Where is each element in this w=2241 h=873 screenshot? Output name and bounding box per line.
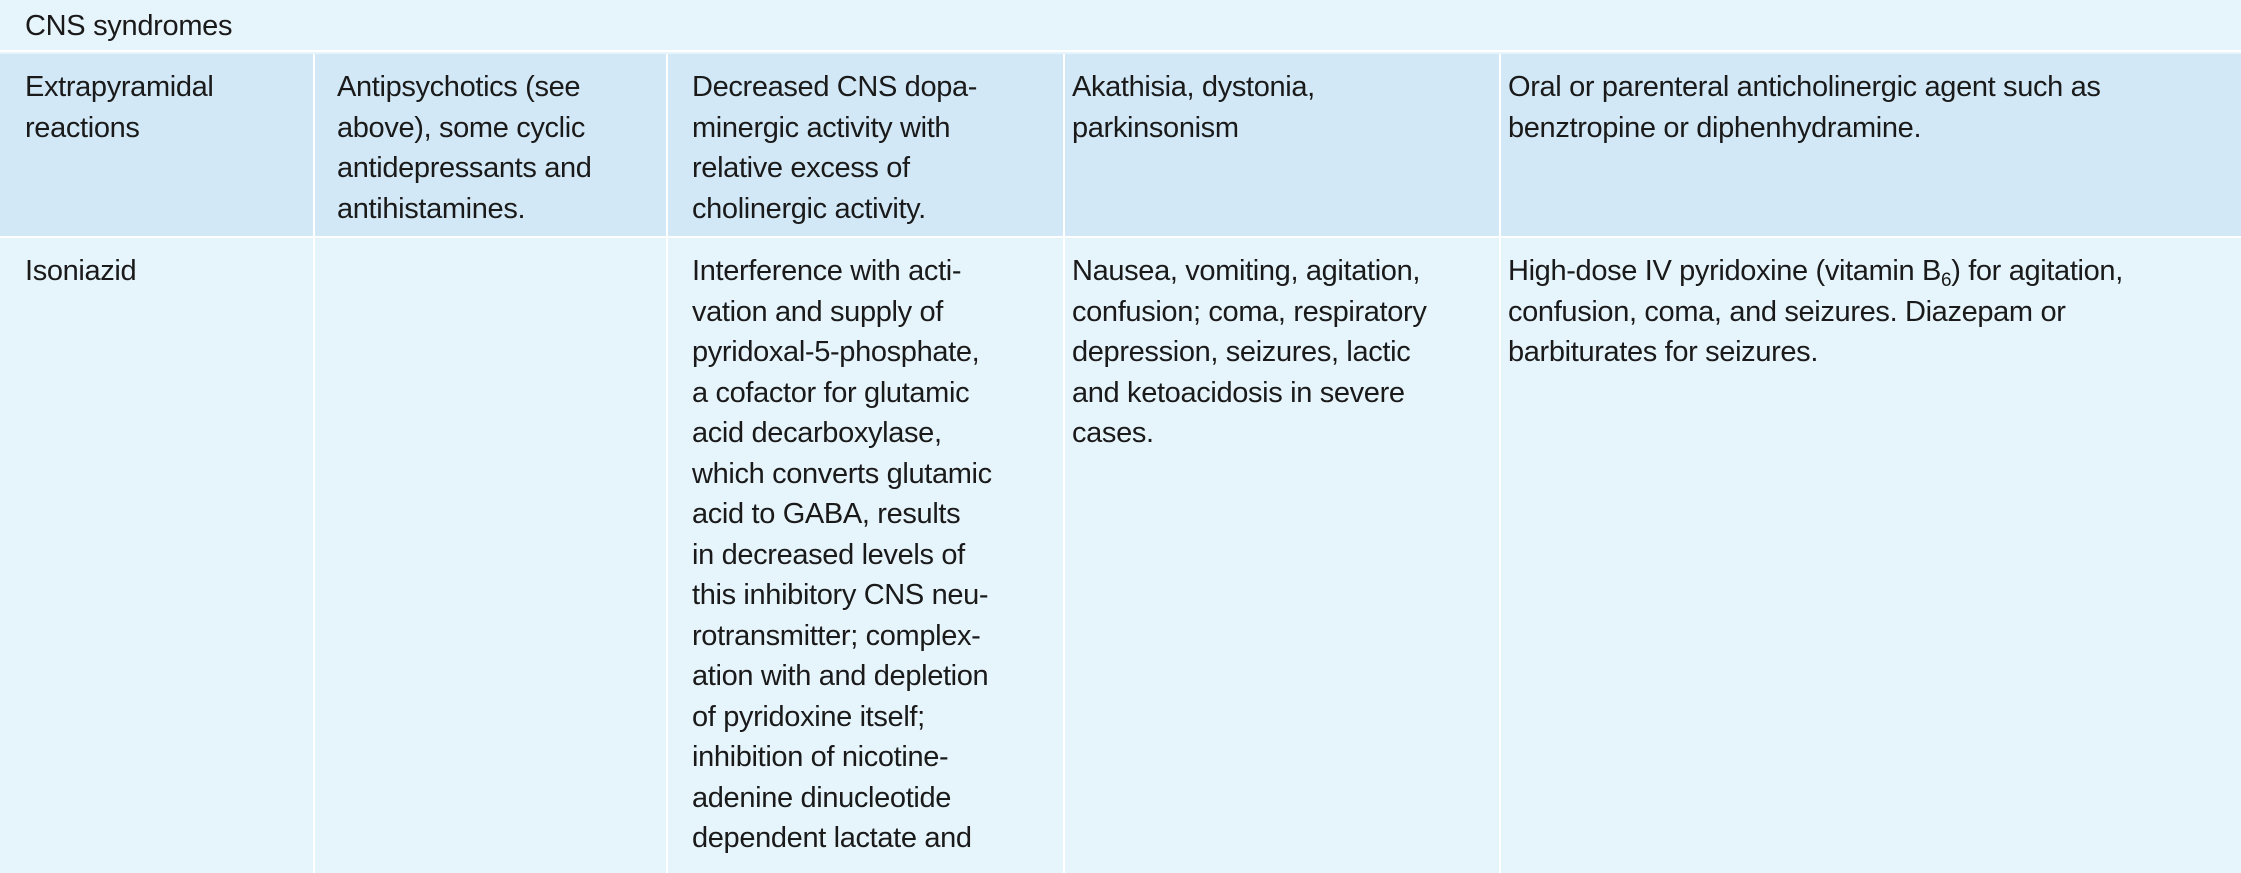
vitamin-subscript: 6 (1940, 270, 1952, 291)
mechanism-text: Decreased CNS dopa- minergic activity with relative excess of cholinergic activity. (692, 71, 978, 225)
cell-agents (315, 54, 668, 236)
cell-syndrome (0, 54, 315, 236)
causative-agents: Antipsychotics (see above), some cyclic antidepressants and antihistamines. (337, 71, 592, 225)
cell-mechanism (668, 54, 1065, 236)
treatment-rest: confusion, coma, and seizures. Diazepam or barbiturates for seizures. (1508, 295, 2066, 368)
syndrome-name: Isoniazid (25, 255, 137, 287)
table-row (0, 54, 2241, 236)
cell-agents (315, 238, 668, 873)
cell-treatment (1501, 54, 2241, 236)
treatment-text (1508, 251, 2123, 373)
section-title: CNS syndromes (25, 10, 233, 42)
cell-treatment (1501, 238, 2241, 873)
treatment-line1-start: High-dose IV pyridoxine (vitamin B (1508, 255, 1941, 287)
cell-features (1065, 54, 1501, 236)
section-header-row (0, 0, 2241, 52)
cell-features (1065, 238, 1501, 873)
mechanism-text: Interference with acti- vation and supply of pyridoxal-5-phosphate, a cofactor for glutamic acid decarboxylase, which converts glutamic acid to GABA, results in decreased levels of this inhibitory CNS neu- rotransmitter; complex- ation with and depletion of pyridoxine itself; inhibition of nicotine- adenine dinucleotide dependent lactate and (692, 255, 992, 854)
treatment-text: Oral or parenteral anticholinergic agent such as benztropine or diphenhydramine. (1508, 71, 2101, 144)
cell-mechanism (668, 238, 1065, 873)
syndrome-name: Extrapyramidal reactions (25, 71, 214, 144)
table-row (0, 238, 2241, 873)
clinical-features: Akathisia, dystonia, parkinsonism (1072, 71, 1315, 144)
clinical-features: Nausea, vomiting, agitation, confusion; coma, respiratory depression, seizures, lactic and ketoacidosis in severe cases. (1072, 255, 1427, 449)
treatment-line1-end: ) for agitation, (1951, 255, 2123, 287)
cell-syndrome (0, 238, 315, 873)
